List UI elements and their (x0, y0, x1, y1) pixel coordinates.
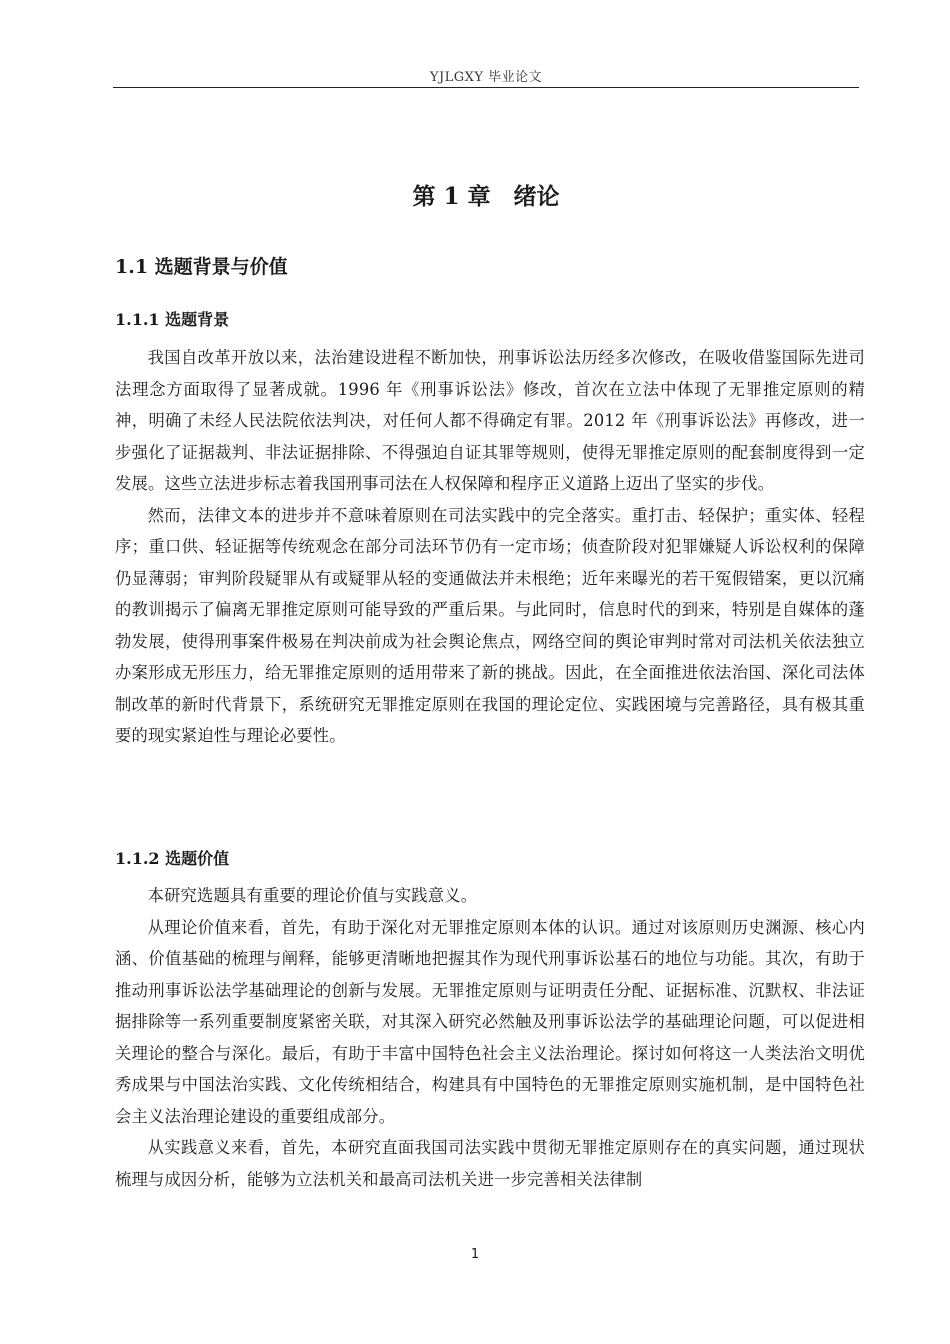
header-rule (113, 87, 859, 88)
paragraph: 从实践意义来看，首先，本研究直面我国司法实践中贯彻无罪推定原则存在的真实问题，通过现状梳理与成因分析，能够为立法机关和最高司法机关进一步完善相关法律制 (115, 1138, 865, 1189)
section-body-1-1-2 (115, 880, 865, 1195)
page-number: 1 (470, 1247, 480, 1262)
running-header: YJLGXY 毕业论文 (429, 70, 543, 85)
chapter-title: 第 1 章 绪论 (412, 183, 560, 210)
section-body-1-1-1 (115, 342, 865, 752)
section-heading-1-1-2: 1.1.2 选题价值 (115, 849, 230, 868)
paragraph: 从理论价值来看，首先，有助于深化对无罪推定原则本体的认识。通过对该原则历史渊源、核心内涵、价值基础的梳理与阐释，能够更清晰地把握其作为现代刑事诉讼基石的地位与功能。其次，有助于推动刑事诉讼法学基础理论的创新与发展。无罪推定原则与证明责任分配、证据标准、沉默权、非法证据排除等一系列重要制度紧密关联，对其深入研究必然触及刑事诉讼法学的基础理论问题，可以促进相关理论的整合与深化。最后，有助于丰富中国特色社会主义法治理论。探讨如何将这一人类法治文明优秀成果与中国法治实践、文化传统相结合，构建具有中国特色的无罪推定原则实施机制，是中国特色社会主义法治理论建设的重要组成部分。 (115, 917, 865, 1126)
section-heading-1-1: 1.1 选题背景与价值 (115, 256, 288, 278)
paragraph: 我国自改革开放以来，法治建设进程不断加快，刑事诉讼法历经多次修改，在吸收借鉴国际先进司法理念方面取得了显著成就。1996 年《刑事诉讼法》修改，首次在立法中体现了无罪推定原则的精神，明确了未经人民法院依法判决，对任何人都不得确定有罪。2012 年《刑事诉讼法》再修改，进一步强化了证据裁判、非法证据排除、不得强迫自证其罪等规则，使得无罪推定原则的配套制度得到一定发展。这些立法进步标志着我国刑事司法在人权保障和程序正义道路上迈出了坚实的步伐。 (115, 348, 865, 493)
section-heading-1-1-1: 1.1.1 选题背景 (115, 310, 230, 329)
paragraph: 然而，法律文本的进步并不意味着原则在司法实践中的完全落实。重打击、轻保护；重实体、轻程序；重口供、轻证据等传统观念在部分司法环节仍有一定市场；侦查阶段对犯罪嫌疑人诉讼权利的保障仍显薄弱；审判阶段疑罪从有或疑罪从轻的变通做法并未根绝；近年来曝光的若干冤假错案，更以沉痛的教训揭示了偏离无罪推定原则可能导致的严重后果。与此同时，信息时代的到来，特别是自媒体的蓬勃发展，使得刑事案件极易在判决前成为社会舆论焦点，网络空间的舆论审判时常对司法机关依法独立办案形成无形压力，给无罪推定原则的适用带来了新的挑战。因此，在全面推进依法治国、深化司法体制改革的新时代背景下，系统研究无罪推定原则在我国的理论定位、实践困境与完善路径，具有极其重要的现实紧迫性与理论必要性。 (115, 505, 865, 745)
paragraph: 本研究选题具有重要的理论价值与实践意义。 (147, 886, 478, 905)
